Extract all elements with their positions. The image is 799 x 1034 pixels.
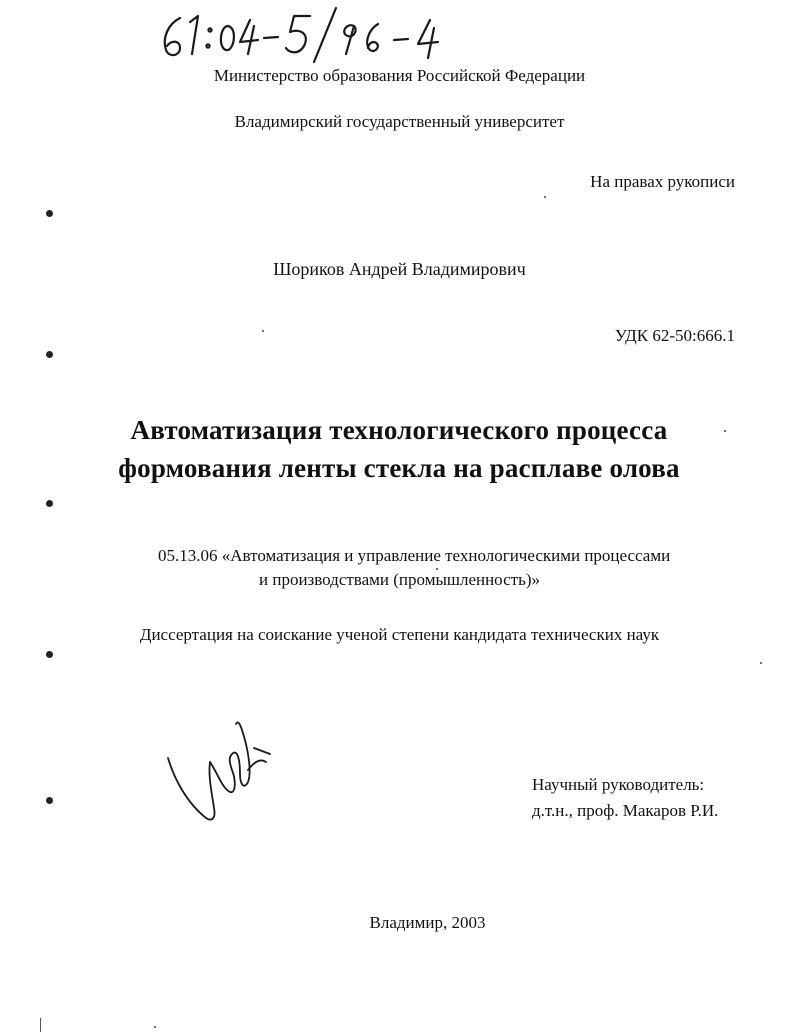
- signature-drawing: [160, 718, 280, 828]
- margin-hole-mark: [46, 500, 53, 507]
- margin-hole-mark: [46, 351, 53, 358]
- handwritten-number-drawing: [140, 4, 470, 66]
- scan-speck: [154, 1026, 156, 1028]
- scan-speck: [262, 330, 264, 332]
- signature: [160, 718, 280, 833]
- scan-speck: [544, 196, 546, 198]
- udk-code: УДК 62-50:666.1: [614, 326, 735, 345]
- university-name: Владимирский государственный университет: [234, 112, 565, 131]
- author-name: Шориков Андрей Владимирович: [273, 259, 526, 279]
- scan-speck: [436, 568, 438, 570]
- manuscript-rights: На правах рукописи: [590, 172, 735, 191]
- scan-speck: [760, 662, 762, 664]
- ministry-name: Министерство образования Российской Федерации: [213, 66, 586, 85]
- handwritten-number: [140, 4, 470, 71]
- margin-hole-mark: [46, 651, 53, 658]
- place-year: Владимир, 2003: [369, 913, 486, 932]
- margin-hole-mark: [46, 210, 53, 217]
- supervisor-label: Научный руководитель:: [532, 775, 705, 794]
- dissertation-degree: Диссертация на соискание ученой степени кандидата технических наук: [139, 625, 660, 644]
- scan-edge-mark: [40, 1018, 41, 1032]
- dissertation-title-line2: формования ленты стекла на расплаве олова: [118, 453, 680, 483]
- dissertation-title-line1: Автоматизация технологического процесса: [130, 415, 668, 445]
- specialty-line1: 05.13.06 «Автоматизация и управление технологическими процессами: [158, 546, 671, 565]
- margin-hole-mark: [46, 797, 53, 804]
- supervisor-name: д.т.н., проф. Макаров Р.И.: [532, 801, 719, 820]
- scan-speck: [724, 430, 726, 432]
- specialty-line2: и производствами (промышленность)»: [259, 570, 540, 589]
